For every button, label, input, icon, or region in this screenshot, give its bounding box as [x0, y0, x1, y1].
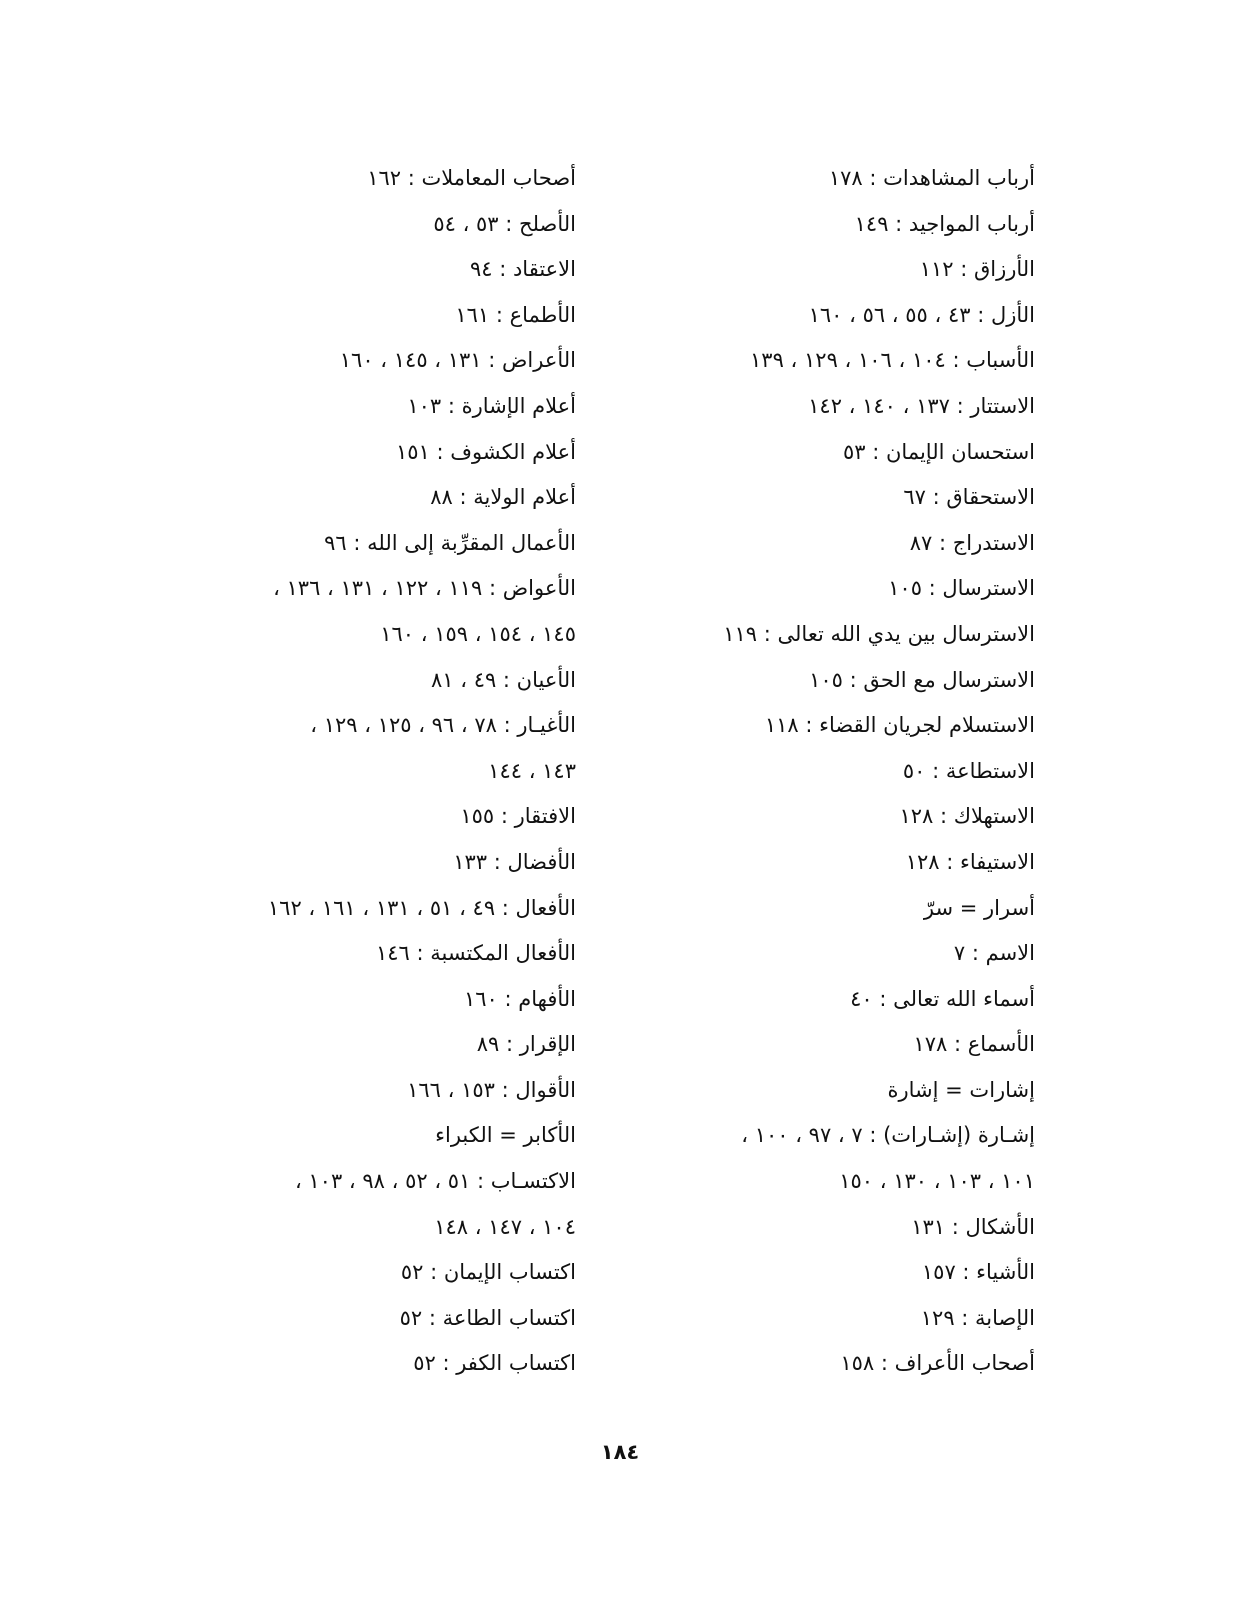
index-entry: الأطماع : ١٦١ — [455, 302, 576, 327]
index-entry: الاسم : ٧ — [953, 941, 1035, 966]
index-entry: اكتساب الإيمان : ٥٢ — [400, 1260, 576, 1285]
index-entry: الأفضال : ١٣٣ — [453, 849, 576, 874]
index-entry: الأعواض : ١١٩ ، ١٢٢ ، ١٣١ ، ١٣٦ ، — [273, 576, 576, 601]
index-entry: الاسترسال مع الحق : ١٠٥ — [809, 667, 1035, 692]
index-entry: الإقرار : ٨٩ — [476, 1032, 576, 1057]
index-entry-continuation: ١٠١ ، ١٠٣ ، ١٣٠ ، ١٥٠ — [839, 1169, 1035, 1194]
index-entry: الأفعال : ٤٩ ، ٥١ ، ١٣١ ، ١٦١ ، ١٦٢ — [267, 895, 576, 920]
index-entry: أعلام الولاية : ٨٨ — [430, 485, 576, 510]
index-entry: اكتساب الكفر : ٥٢ — [413, 1351, 576, 1376]
index-entry: الأفهام : ١٦٠ — [463, 986, 576, 1011]
index-entry: الأفعال المكتسبة : ١٤٦ — [375, 941, 576, 966]
index-entry: الأسماع : ١٧٨ — [913, 1032, 1035, 1057]
index-entry: الاستحقاق : ٦٧ — [903, 485, 1035, 510]
index-entry: الأشكال : ١٣١ — [911, 1214, 1035, 1239]
index-entry: أصحاب الأعراف : ١٥٨ — [840, 1351, 1035, 1376]
index-entry: الأعيان : ٤٩ ، ٨١ — [430, 667, 576, 692]
index-entry-continuation: ١٠٤ ، ١٤٧ ، ١٤٨ — [434, 1214, 576, 1239]
index-entry: الأعمال المقرِّبة إلى الله : ٩٦ — [324, 530, 576, 555]
index-entry: أسرار = سرّ — [923, 895, 1035, 920]
index-entry: أعلام الإشارة : ١٠٣ — [407, 393, 576, 418]
index-entry: الأزل : ٤٣ ، ٥٥ ، ٥٦ ، ١٦٠ — [808, 302, 1035, 327]
index-entry: الاعتقاد : ٩٤ — [469, 257, 576, 282]
index-column-left — [136, 156, 576, 1387]
index-entry: الاستهلاك : ١٢٨ — [899, 804, 1035, 829]
index-entry: اكتساب الطاعة : ٥٢ — [399, 1305, 576, 1330]
index-entry: الأشياء : ١٥٧ — [921, 1260, 1035, 1285]
index-entry-continuation: ١٤٥ ، ١٥٤ ، ١٥٩ ، ١٦٠ — [380, 621, 576, 646]
index-entry: إشارات = إشارة — [887, 1077, 1035, 1102]
index-entry: الإصابة : ١٢٩ — [920, 1305, 1035, 1330]
index-entry: الأكابر = الكبراء — [435, 1123, 576, 1148]
index-entry: استحسان الإيمان : ٥٣ — [843, 439, 1035, 464]
index-entry: إشـارة (إشـارات) : ٧ ، ٩٧ ، ١٠٠ ، — [741, 1123, 1035, 1148]
index-entry: أصحاب المعاملات : ١٦٢ — [367, 166, 576, 190]
index-entry: الأرزاق : ١١٢ — [919, 257, 1035, 282]
index-entry: الأسباب : ١٠٤ ، ١٠٦ ، ١٢٩ ، ١٣٩ — [750, 348, 1035, 373]
index-entry-continuation: ١٤٣ ، ١٤٤ — [488, 758, 576, 783]
index-entry: الأصلح : ٥٣ ، ٥٤ — [433, 211, 576, 236]
index-entry: الاسترسال بين يدي الله تعالى : ١١٩ — [723, 621, 1035, 646]
index-entry: أسماء الله تعالى : ٤٠ — [850, 986, 1035, 1011]
index-entry: الاسترسال : ١٠٥ — [888, 576, 1035, 601]
index-entry: الاستتار : ١٣٧ ، ١٤٠ ، ١٤٢ — [808, 393, 1035, 418]
index-entry: الأغيـار : ٧٨ ، ٩٦ ، ١٢٥ ، ١٢٩ ، — [310, 713, 576, 738]
index-entry: الاكتسـاب : ٥١ ، ٥٢ ، ٩٨ ، ١٠٣ ، — [294, 1169, 576, 1194]
index-entry: الاستدراج : ٨٧ — [909, 530, 1035, 555]
index-entry: أرباب المواجيد : ١٤٩ — [854, 211, 1035, 236]
page-number: ١٨٤ — [600, 1440, 640, 1464]
index-entry: الأعراض : ١٣١ ، ١٤٥ ، ١٦٠ — [339, 348, 576, 373]
index-entry: الاستسلام لجريان القضاء : ١١٨ — [764, 713, 1035, 738]
index-entry: أرباب المشاهدات : ١٧٨ — [828, 166, 1035, 190]
index-entry: الأقوال : ١٥٣ ، ١٦٦ — [407, 1077, 576, 1102]
index-entry: الاستيفاء : ١٢٨ — [905, 849, 1035, 874]
index-entry: الاستطاعة : ٥٠ — [902, 758, 1035, 783]
index-column-right — [615, 156, 1035, 1387]
index-entry: الافتقار : ١٥٥ — [460, 804, 576, 829]
index-entry: أعلام الكشوف : ١٥١ — [395, 439, 576, 464]
